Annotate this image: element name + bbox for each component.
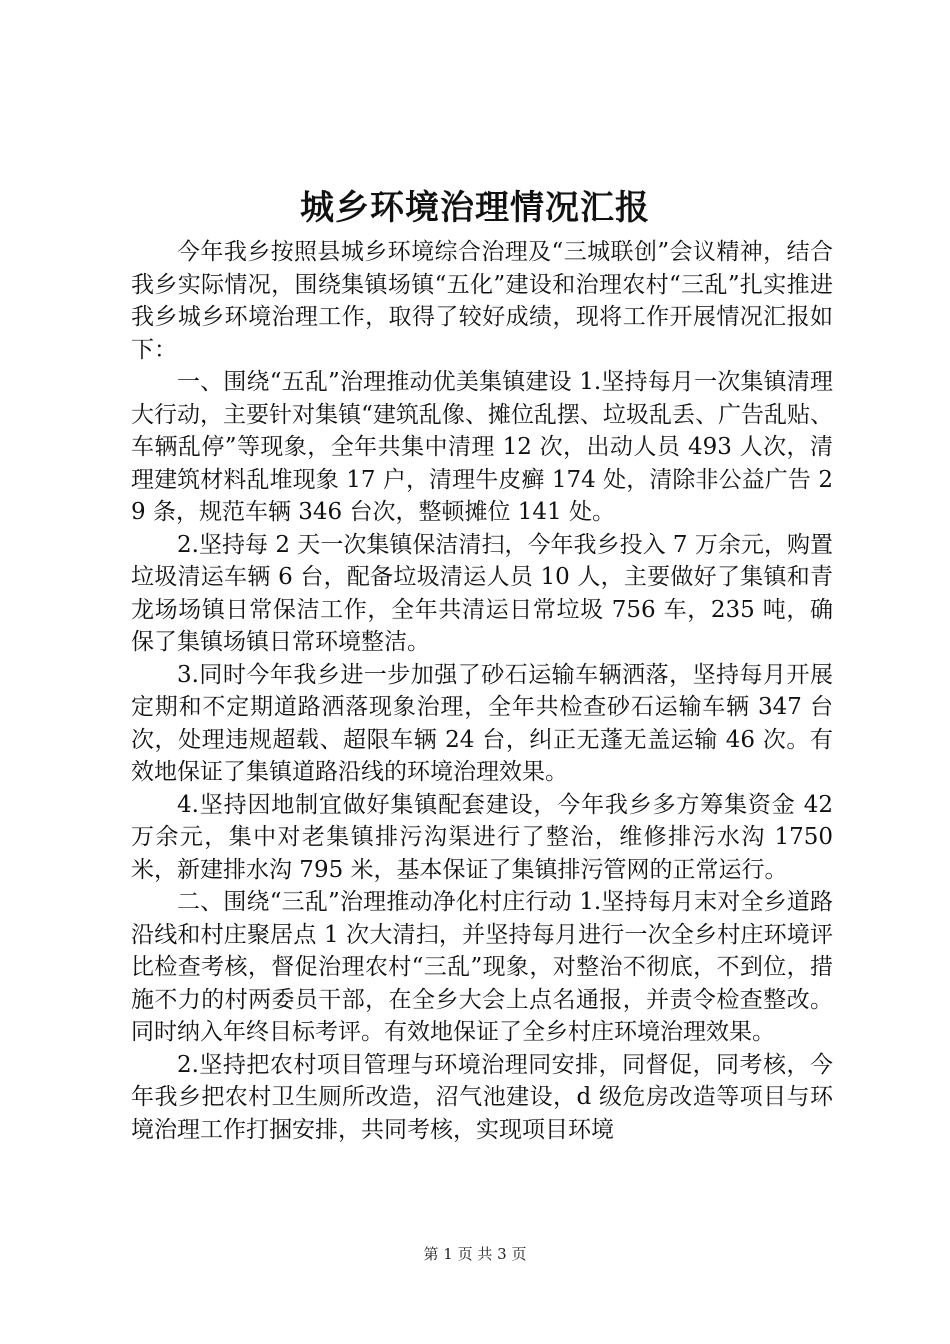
item-two-paragraph: 2.坚持每 2 天一次集镇保洁清扫，今年我乡投入 7 万余元，购置垃圾清运车辆 6 台，配备垃圾清运人员 10 人，主要做好了集镇和青龙场场镇日常保洁工作，全年共清运日常垃圾 756 车，235 吨，确保了集镇场镇日常环境整洁。 [131, 531, 833, 655]
section-two-item-two-paragraph: 2.坚持把农村项目管理与环境治理同安排，同督促，同考核，今年我乡把农村卫生厕所改造，沼气池建设，d 级危房改造等项目与环境治理工作打捆安排，共同考核，实现项目环境 [131, 1051, 833, 1143]
document-body [131, 236, 833, 1146]
section-one-paragraph: 一、围绕“五乱”治理推动优美集镇建设 1.坚持每月一次集镇清理大行动，主要针对集镇“建筑乱像、摊位乱摆、垃圾乱丢、广告乱贴、车辆乱停”等现象，全年共集中清理 12 次，出动人员 493 人次，清理建筑材料乱堆现象 17 户，清理牛皮癣 174 处，清除非公益广告 29 条，规范车辆 346 台次，整顿摊位 141 处。 [131, 369, 833, 525]
intro-paragraph: 今年我乡按照县城乡环境综合治理及“三城联创”会议精神，结合我乡实际情况，围绕集镇场镇“五化”建设和治理农村“三乱”扎实推进我乡城乡环境治理工作，取得了较好成绩，现将工作开展情况汇报如下： [131, 239, 833, 363]
item-three-paragraph: 3.同时今年我乡进一步加强了砂石运输车辆洒落，坚持每月开展定期和不定期道路洒落现象治理，全年共检查砂石运输车辆 347 台次，处理违规超载、超限车辆 24 台，纠正无蓬无盖运输 46 次。有效地保证了集镇道路沿线的环境治理效果。 [131, 661, 833, 785]
item-four-paragraph: 4.坚持因地制宜做好集镇配套建设，今年我乡多方筹集资金 42 万余元，集中对老集镇排污沟渠进行了整治，维修排污水沟 1750 米，新建排水沟 795 米，基本保证了集镇排污管网的正常运行。 [131, 791, 833, 883]
page-footer: 第 1 页 共 3 页 [423, 1245, 527, 1263]
section-two-paragraph: 二、围绕“三乱”治理推动净化村庄行动 1.坚持每月末对全乡道路沿线和村庄聚居点 1 次大清扫，并坚持每月进行一次全乡村庄环境评比检查考核，督促治理农村“三乱”现象，对整治不彻底，不到位，措施不力的村两委员干部，在全乡大会上点名通报，并责令检查整改。同时纳入年终目标考评。有效地保证了全乡村庄环境治理效果。 [131, 889, 833, 1045]
page-title: 城乡环境治理情况汇报 [300, 188, 650, 228]
